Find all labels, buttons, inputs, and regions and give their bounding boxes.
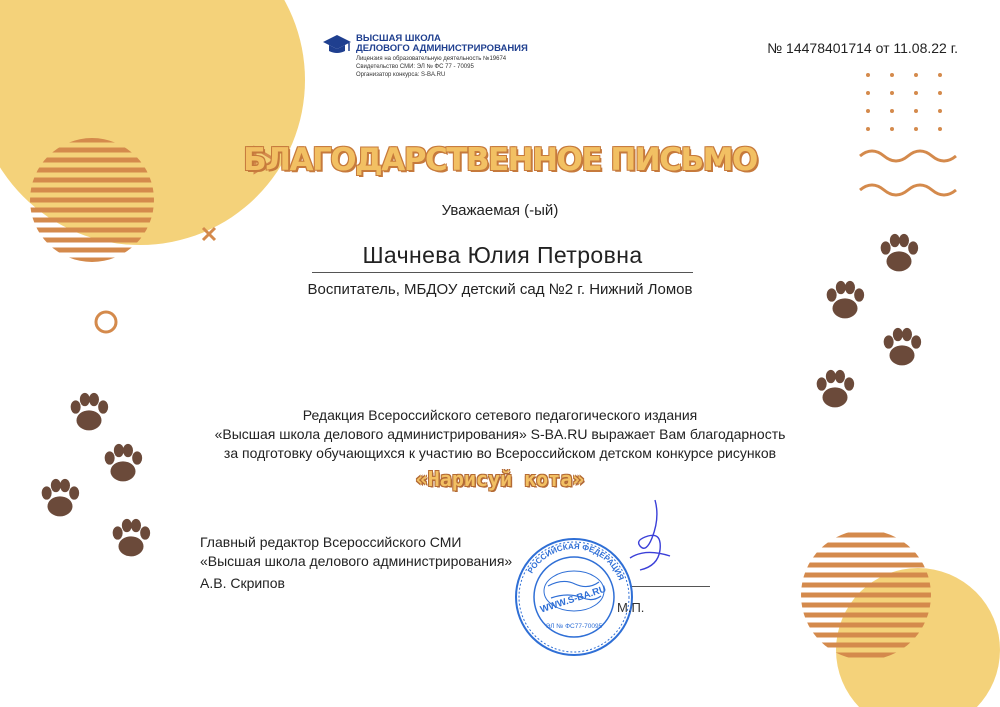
document-number: № 14478401714 от 11.08.22 г. xyxy=(767,40,958,56)
media-cert-text: Свидетельство СМИ: ЭЛ № ФС 77 - 70095 xyxy=(356,64,474,70)
signatory-title-line2: «Высшая школа делового администрирования» xyxy=(200,553,513,569)
handwritten-signature xyxy=(600,498,680,578)
org-name-line2: ДЕЛОВОГО АДМИНИСТРИРОВАНИЯ xyxy=(356,43,528,54)
dot-grid xyxy=(866,73,942,131)
body-line-3: за подготовку обучающихся к участию во Всероссийском детском конкурсе рисунков xyxy=(223,445,777,461)
greeting: Уважаемая (-ый) xyxy=(441,202,559,219)
graduation-cap-icon xyxy=(322,33,352,55)
organizer-text: Организатор конкурса: S-BA.RU xyxy=(356,72,446,78)
signature-line xyxy=(630,586,710,587)
recipient-position: Воспитатель, МБДОУ детский сад №2 г. Нижний Ломов xyxy=(307,281,693,298)
signatory-title xyxy=(200,533,512,571)
stamp-ring-text: РОССИЙСКАЯ ФЕДЕРАЦИЯ xyxy=(525,541,626,582)
stamp-cert-text: ЭЛ № ФС77-70095 xyxy=(545,623,603,630)
contest-name: «Нарисуй кота» xyxy=(415,467,585,491)
license-text: Лицензия на образовательную деятельность №19674 xyxy=(356,56,507,62)
body-line-1: Редакция Всероссийского сетевого педагогического издания xyxy=(302,407,698,423)
organization-logo xyxy=(322,33,528,79)
ring-shape xyxy=(96,312,116,332)
stamp-center-text: WWW.S-BA.RU xyxy=(538,583,608,616)
recipient-name: Шачнева Юлия Петровна xyxy=(312,242,693,273)
signatory-title-line1: Главный редактор Всероссийского СМИ xyxy=(200,534,462,550)
org-name-line1: ВЫСШАЯ ШКОЛА xyxy=(356,33,441,44)
body-text xyxy=(0,406,1000,463)
signatory-name: А.В. Скрипов xyxy=(200,575,285,591)
page-title: БЛАГОДАРСТВЕННОЕ ПИСЬМО xyxy=(243,142,757,178)
body-line-2: «Высшая школа делового администрирования» S-BA.RU выражает Вам благодарность xyxy=(214,426,786,442)
stamp-place-label: М.П. xyxy=(617,600,645,615)
